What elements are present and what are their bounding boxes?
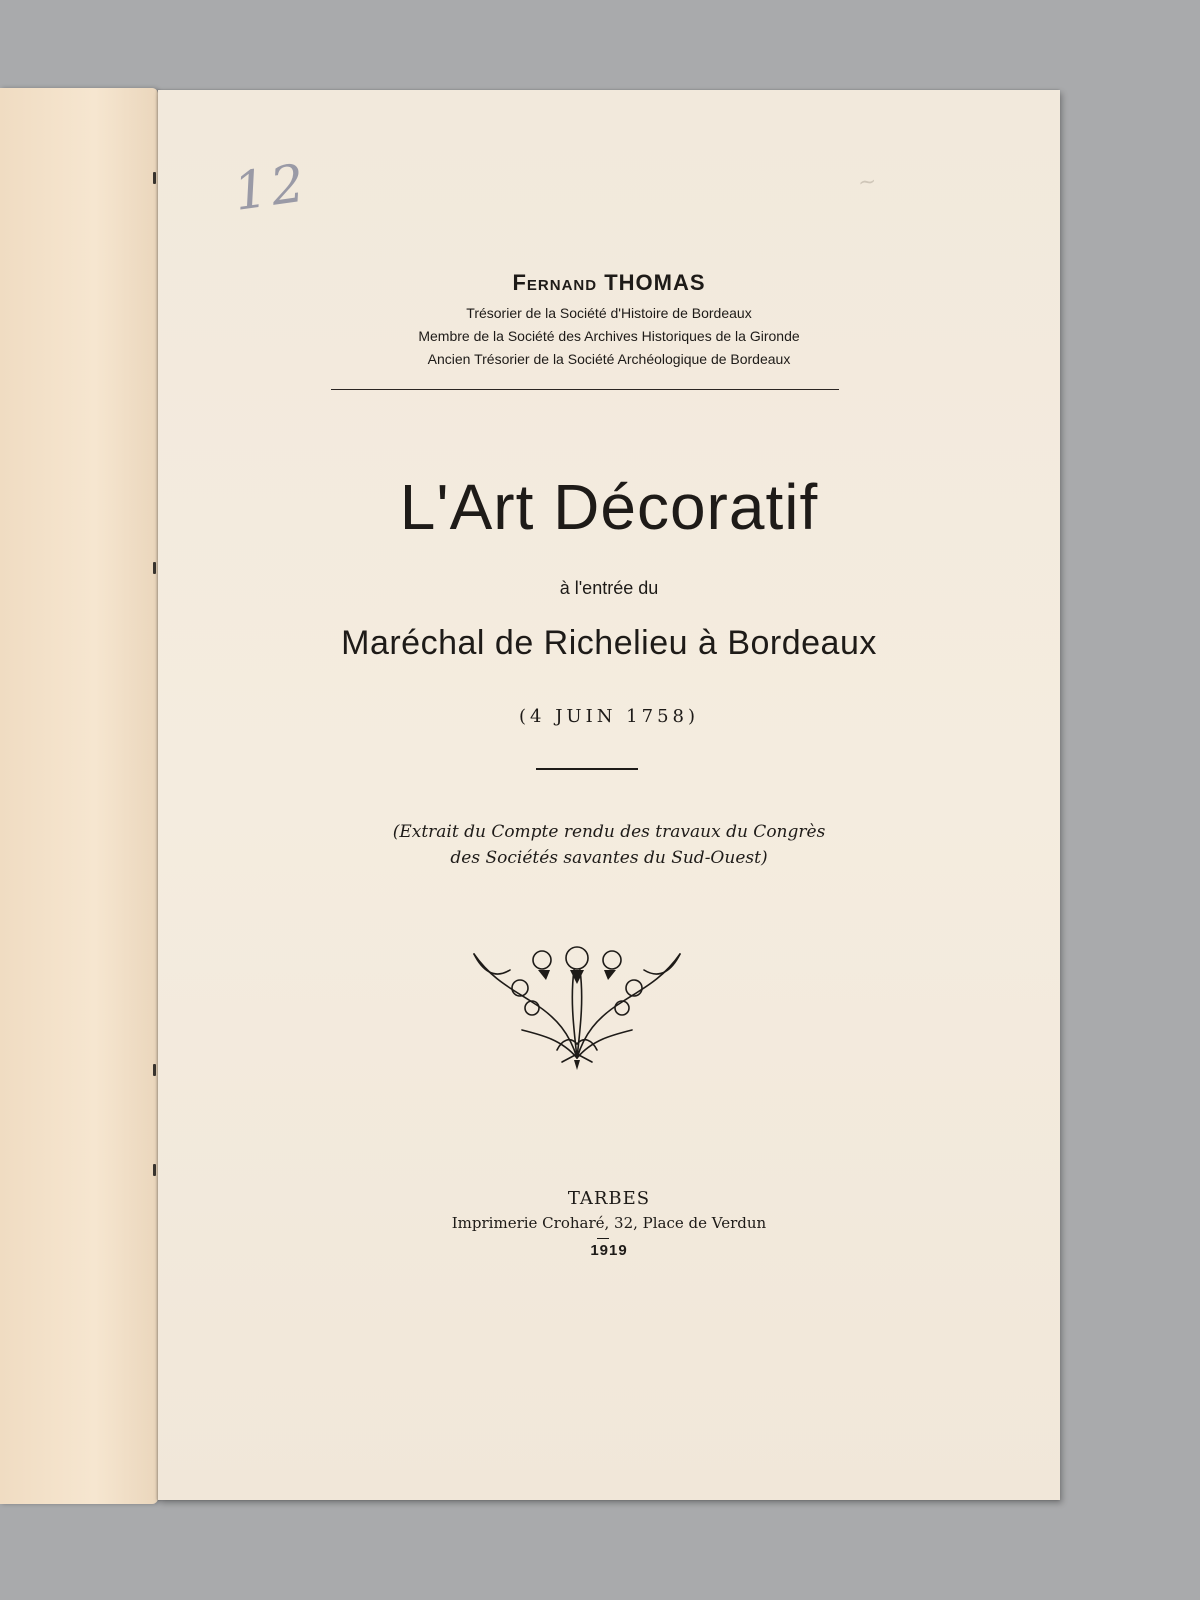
publisher-printer: Imprimerie Croharé, 32, Place de Verdun	[451, 1214, 767, 1232]
subtitle-line: Maréchal de Richelieu à Bordeaux	[341, 624, 877, 662]
floral-ornament-icon	[462, 940, 692, 1070]
publisher-city: TARBES	[567, 1188, 651, 1209]
divider-rule	[331, 389, 839, 390]
publication-year: 1919	[590, 1242, 628, 1259]
faint-pencil-mark-icon: ~	[856, 169, 878, 196]
author-first-name: Fernand	[512, 270, 598, 295]
affiliation-line: Ancien Trésorier de la Société Archéologique de Bordeaux	[427, 351, 791, 367]
pencil-annotation: 12	[230, 153, 312, 223]
extract-note-line: (Extrait du Compte rendu des travaux du Congrès	[392, 822, 826, 842]
previous-page-edge	[0, 88, 158, 1504]
short-divider-rule	[536, 768, 638, 770]
affiliation-line: Trésorier de la Société d'Histoire de Bordeaux	[466, 305, 752, 321]
subtitle-line: à l'entrée du	[559, 578, 659, 598]
event-date: (4 JUIN 1758)	[519, 706, 699, 727]
extract-note-line: des Sociétés savantes du Sud-Ouest)	[450, 848, 768, 868]
title-page	[158, 90, 1060, 1500]
author-name	[158, 270, 1060, 296]
binding-stitch	[153, 1164, 156, 1176]
book-title: L'Art Décoratif	[399, 471, 819, 543]
binding-stitch	[153, 1064, 156, 1076]
small-dash	[597, 1238, 609, 1239]
binding-stitch	[153, 562, 156, 574]
author-last-name: THOMAS	[604, 270, 706, 295]
binding-stitch	[153, 172, 156, 184]
affiliation-line: Membre de la Société des Archives Historiques de la Gironde	[418, 328, 800, 344]
